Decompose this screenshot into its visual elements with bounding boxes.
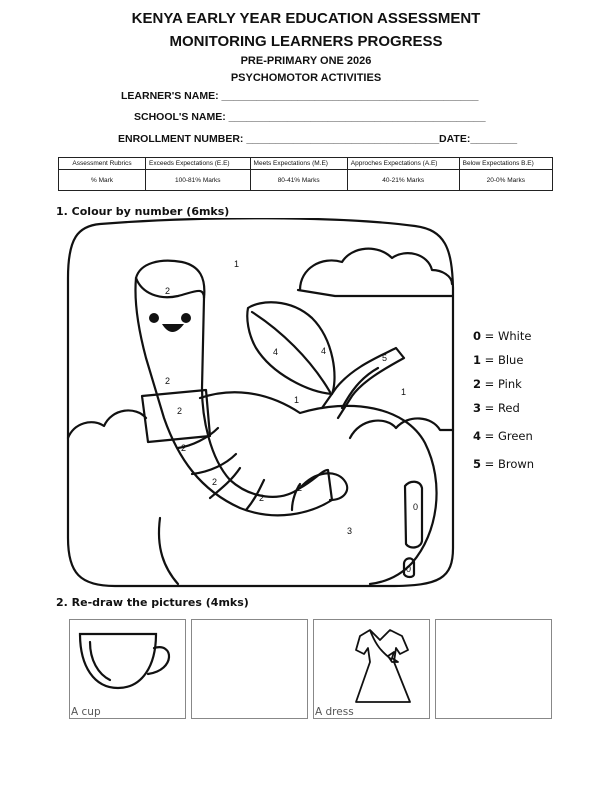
dress-icon: [352, 626, 414, 706]
worm-segment: [192, 454, 236, 474]
worm-tail: [300, 473, 347, 500]
cup-label: A cup: [71, 706, 101, 718]
title-line-2: MONITORING LEARNERS PROGRESS: [169, 33, 443, 50]
title-line-4: PSYCHOMOTOR ACTIVITIES: [230, 72, 382, 84]
rubric-cell: 20-0% Marks: [459, 170, 552, 191]
picture-number: 2: [297, 483, 303, 493]
key-item-blue: 1 = Blue: [473, 353, 524, 367]
rubric-header: Below Expectations B.E): [459, 158, 552, 170]
rubric-table: [58, 157, 553, 191]
rubric-header: Approches Expectations (A.E): [347, 158, 459, 170]
picture-number: 1: [234, 259, 240, 269]
picture-number: 4: [273, 347, 279, 357]
key-item-green: 4 = Green: [473, 429, 533, 443]
apple-shape: [200, 392, 437, 584]
picture-number: 0: [413, 502, 419, 512]
key-item-pink: 2 = Pink: [473, 377, 522, 391]
title-line-3: PRE-PRIMARY ONE 2026: [240, 55, 372, 67]
picture-number: 1: [401, 387, 407, 397]
rubric-cell: % Mark: [59, 170, 146, 191]
learner-name-field[interactable]: LEARNER'S NAME: ____________________________________________: [121, 90, 479, 102]
rubric-header: Meets Expectations (M.E): [250, 158, 347, 170]
worm-eye: [149, 313, 159, 323]
picture-number: 2: [177, 406, 183, 416]
picture-number: 2: [181, 443, 187, 453]
key-item-white: 0 = White: [473, 329, 532, 343]
cup-picture-box: [69, 619, 186, 719]
dress-label: A dress: [315, 706, 354, 718]
picture-number: 0: [406, 564, 412, 574]
apple-shape: [159, 518, 178, 584]
picture-number: 3: [347, 526, 353, 536]
worm-eye: [181, 313, 191, 323]
picture-number: 2: [165, 286, 171, 296]
key-item-brown: 5 = Brown: [473, 457, 535, 471]
rubric-cell: 100-81% Marks: [146, 170, 251, 191]
picture-number: 2: [165, 376, 171, 386]
rubric-header: Assessment Rubrics: [59, 158, 146, 170]
picture-number: 2: [212, 477, 218, 487]
cloud-shape: [298, 290, 452, 296]
rubric-cell: 80-41% Marks: [250, 170, 347, 191]
rubric-header: Exceeds Expectations (E.E): [146, 158, 251, 170]
cloud-shape: [350, 418, 453, 438]
cloud-shape: [68, 410, 146, 438]
picture-frame: [68, 218, 453, 586]
apple-shine: [405, 482, 422, 548]
question-2-title: 2. Re-draw the pictures (4mks): [56, 596, 249, 609]
worm-mouth: [162, 324, 184, 332]
dress-picture-box: [313, 619, 430, 719]
picture-number: 5: [382, 353, 388, 363]
colouring-picture: [60, 218, 460, 593]
rubric-cell: 40-21% Marks: [347, 170, 459, 191]
cloud-shape: [300, 249, 452, 290]
enrollment-field[interactable]: ENROLLMENT NUMBER: _________________________________DATE:________: [118, 133, 518, 145]
picture-number: 2: [259, 493, 265, 503]
dress-drawing-box[interactable]: [435, 619, 552, 719]
picture-number: 4: [321, 346, 327, 356]
cup-drawing-box[interactable]: [191, 619, 308, 719]
picture-number: 1: [294, 395, 300, 405]
school-name-field[interactable]: SCHOOL'S NAME: ____________________________________________: [134, 111, 486, 123]
cup-icon: [76, 630, 176, 692]
title-line-1: KENYA EARLY YEAR EDUCATION ASSESSMENT: [131, 10, 481, 27]
question-1-title: 1. Colour by number (6mks): [56, 205, 230, 218]
key-item-red: 3 = Red: [473, 401, 520, 415]
